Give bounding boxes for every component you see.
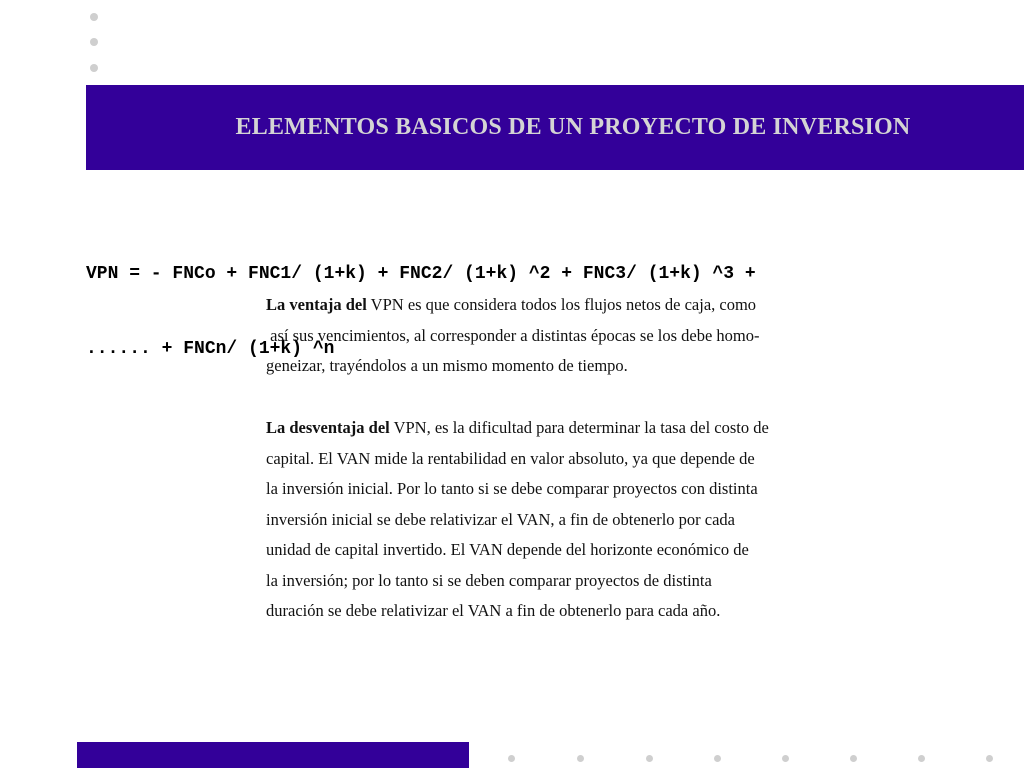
- desventaja-line-7: duración se debe relativizar el VAN a fin de obtenerlo para cada año.: [266, 601, 721, 620]
- decorative-dot: [850, 755, 857, 762]
- ventaja-line-2: así sus vencimientos, al corresponder a distintas épocas se los debe homo-: [266, 325, 760, 345]
- desventaja-label: La desventaja del: [266, 418, 390, 437]
- ventaja-line-1: [266, 290, 886, 321]
- ventaja-term: VPN: [366, 295, 404, 314]
- decorative-dot: [508, 755, 515, 762]
- ventaja-paragraph: [266, 290, 886, 382]
- decorative-dot: [986, 755, 993, 762]
- desventaja-line-5: unidad de capital invertido. El VAN depende del horizonte económico de: [266, 540, 749, 559]
- desventaja-line-2: capital. El VAN mide la rentabilidad en valor absoluto, ya que depende de: [266, 448, 755, 468]
- title-band: [86, 85, 1024, 170]
- desventaja-line-1: [266, 413, 886, 444]
- decorative-dot: [90, 38, 98, 46]
- decorative-dot: [782, 755, 789, 762]
- desventaja-line-1-text: , es la dificultad para determinar la tasa del costo de: [426, 418, 769, 437]
- decorative-dot: [90, 64, 98, 72]
- ventaja-line-3: geneizar, trayéndolos a un mismo momento de tiempo.: [266, 356, 628, 375]
- decorative-dot: [577, 755, 584, 762]
- decorative-dot: [714, 755, 721, 762]
- slide-title: ELEMENTOS BASICOS DE UN PROYECTO DE INVERSION: [235, 114, 911, 140]
- formula-line-2: ...... + FNCn/ (1+k) ^n: [86, 339, 335, 359]
- decorative-dot: [646, 755, 653, 762]
- desventaja-line-6: la inversión; por lo tanto si se deben comparar proyectos de distinta: [266, 570, 712, 590]
- ventaja-line-1-text: es que considera todos los flujos netos de caja, como: [403, 295, 757, 314]
- desventaja-line-3: la inversión inicial. Por lo tanto si se debe comparar proyectos con distinta: [266, 479, 758, 498]
- desventaja-paragraph: [266, 413, 886, 627]
- decorative-dot: [918, 755, 925, 762]
- desventaja-line-4: inversión inicial se debe relativizar el VAN, a fin de obtenerlo por cada: [266, 509, 736, 529]
- formula-line-1: VPN = - FNCo + FNC1/ (1+k) + FNC2/ (1+k) ^2 + FNC3/ (1+k) ^3 +: [86, 264, 756, 284]
- decorative-dot: [90, 13, 98, 21]
- footer-band: [77, 742, 469, 768]
- desventaja-term: VPN: [389, 418, 427, 437]
- ventaja-label: La ventaja del: [266, 295, 367, 314]
